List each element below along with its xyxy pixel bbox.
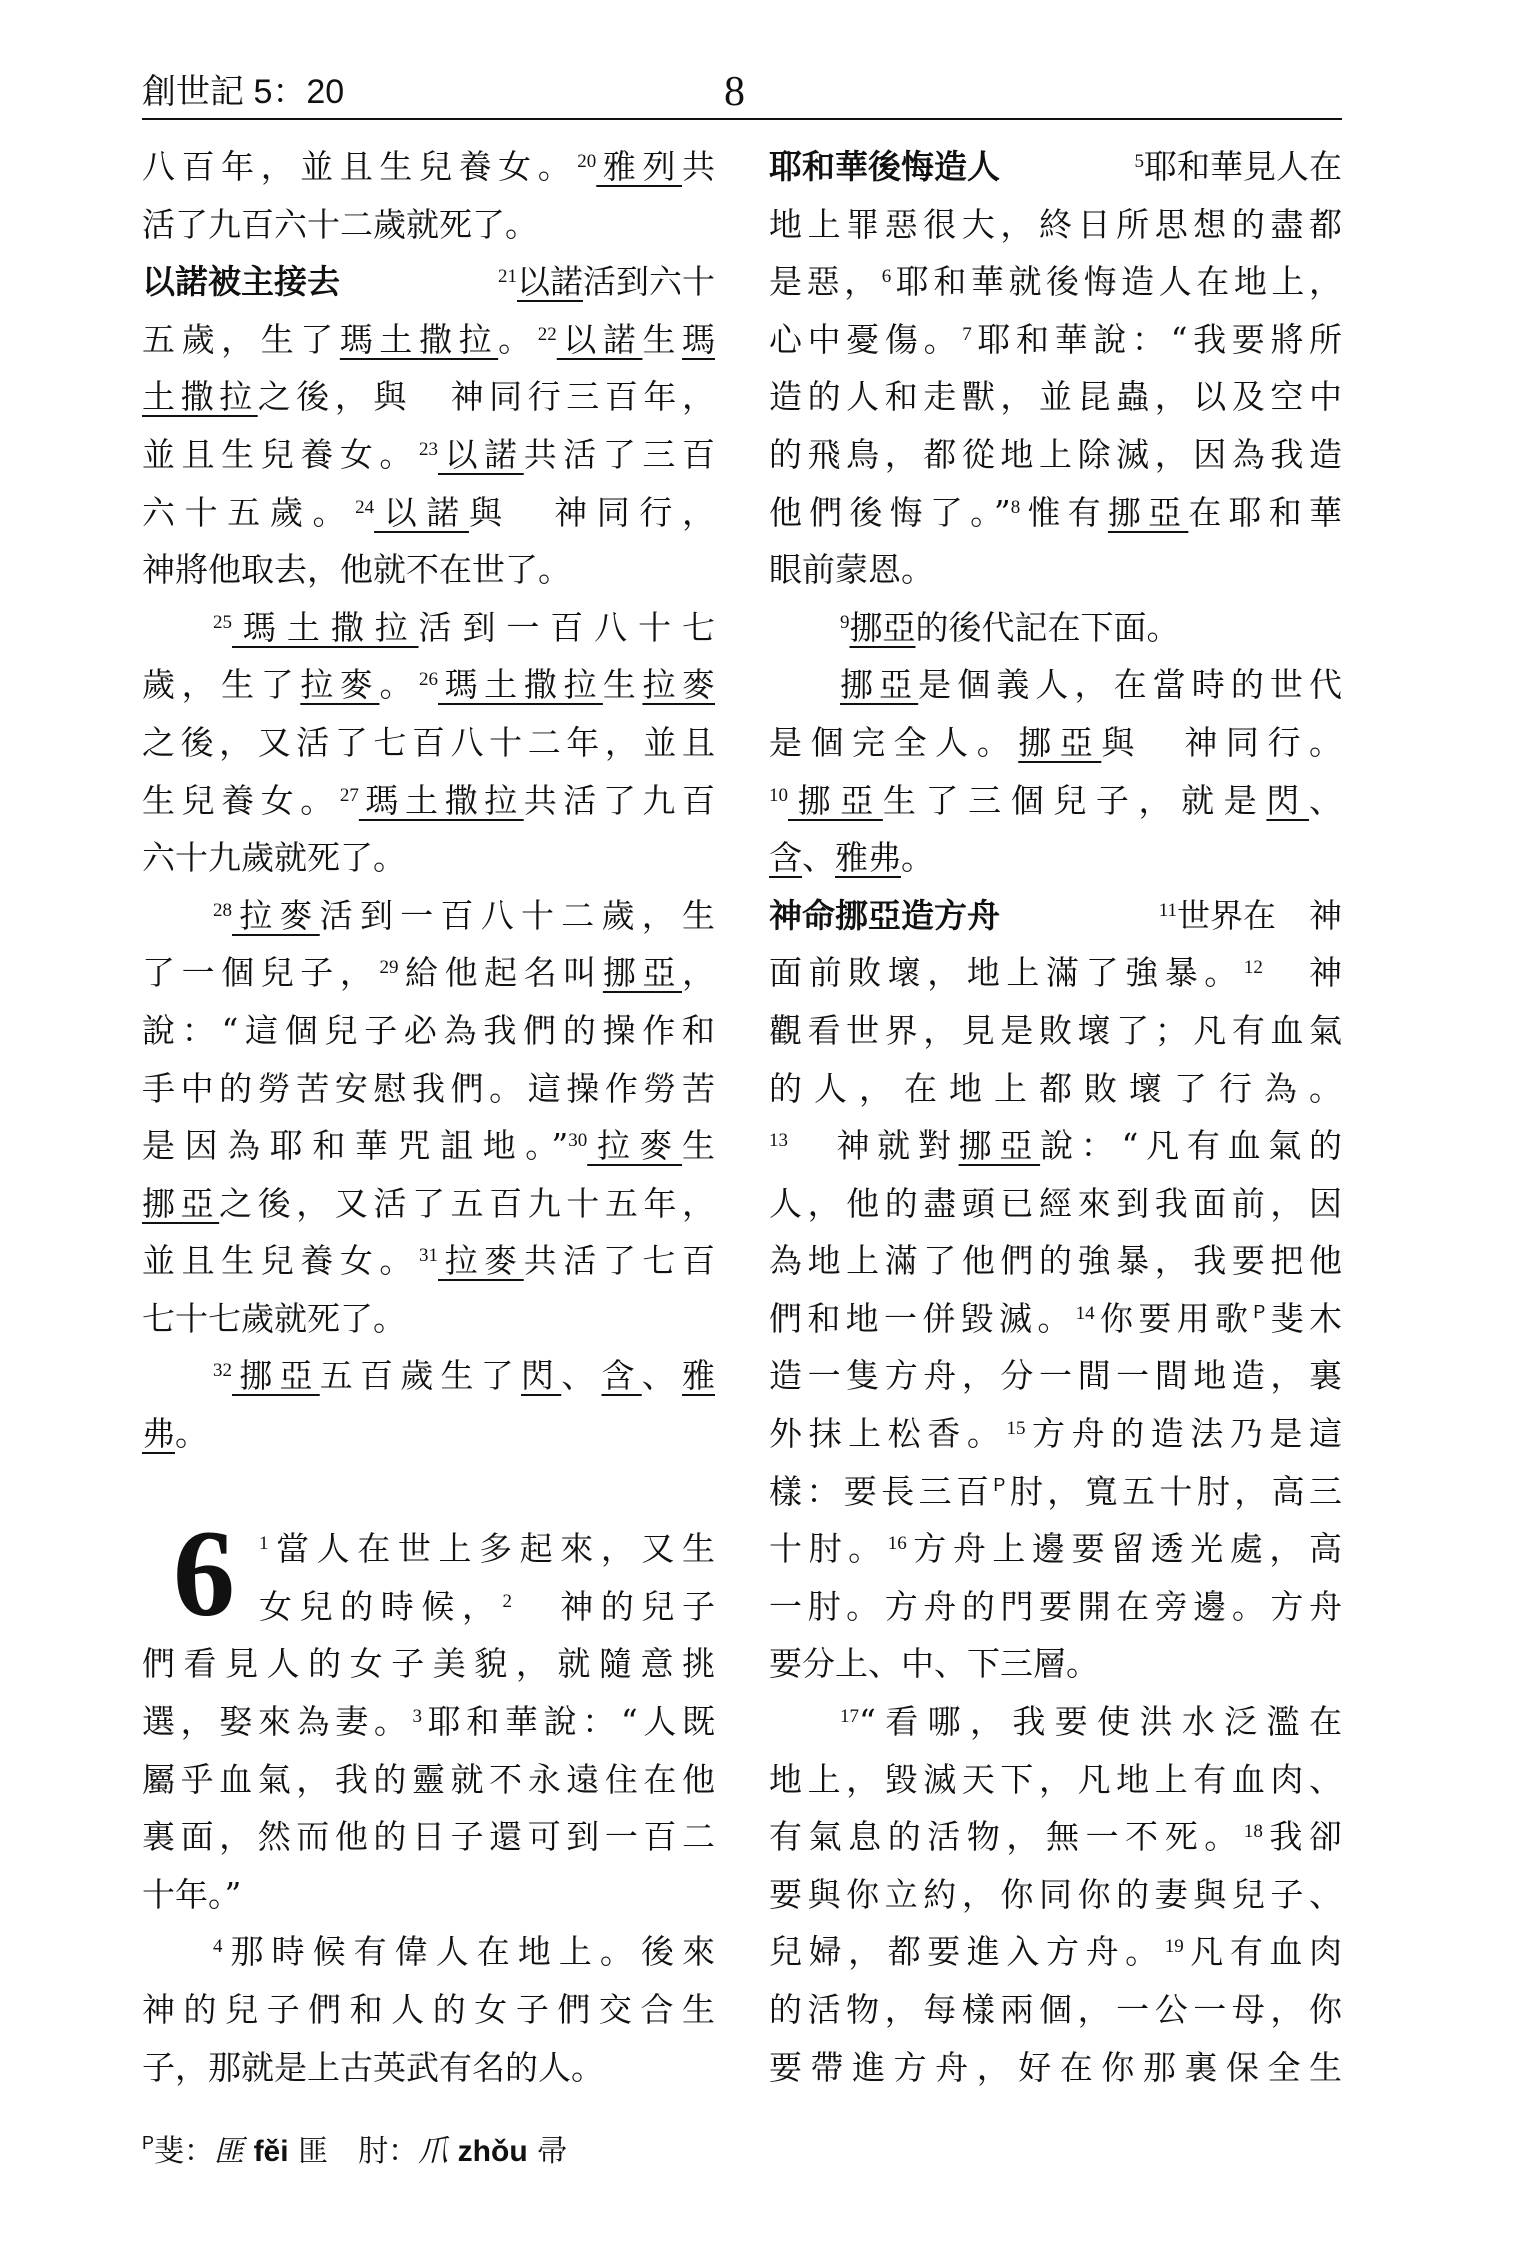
text-run: 活了九百六十二歲就死了。 bbox=[142, 204, 538, 244]
proper-name: 土撒拉 bbox=[142, 377, 258, 417]
proper-name: 拉麥 bbox=[300, 665, 380, 705]
text-run: 、 bbox=[802, 838, 835, 878]
text-run: 活到六十 bbox=[583, 262, 715, 302]
proper-name: 瑪土撒拉 bbox=[438, 665, 603, 705]
text-line bbox=[769, 1405, 1342, 1463]
text-run: 女兒的時候， bbox=[259, 1586, 503, 1626]
text-run: 並且生兒養女。 bbox=[142, 434, 419, 474]
text-run: 你要用歌 bbox=[1094, 1298, 1254, 1338]
text-run: 耶和華說：“我要將所 bbox=[971, 319, 1342, 359]
verse-number: 4 bbox=[213, 1936, 223, 1958]
text-run: 共 bbox=[682, 147, 715, 186]
text-line bbox=[142, 311, 715, 369]
verse-number: 10 bbox=[769, 784, 788, 806]
proper-name: 含 bbox=[769, 838, 802, 878]
proper-name: 雅 bbox=[682, 1356, 715, 1396]
text-run: 歲，生了 bbox=[142, 665, 301, 705]
proper-name: 瑪土撒拉 bbox=[339, 319, 499, 359]
proper-name: 以諾 bbox=[517, 262, 583, 302]
text-run: 樣：要長三百 bbox=[769, 1471, 994, 1511]
text-line bbox=[142, 541, 715, 599]
verse-number: 30 bbox=[568, 1130, 588, 1152]
text-line bbox=[769, 772, 1342, 830]
paragraph bbox=[142, 1505, 715, 1923]
text-run: 有氣息的活物，無一不死。 bbox=[769, 1817, 1244, 1857]
text-run: 的活物，每樣兩個，一公一母，你 bbox=[769, 1990, 1342, 2029]
proper-name: 挪亞 bbox=[142, 1183, 220, 1223]
section-heading: 神命挪亞造方舟 bbox=[769, 895, 1000, 935]
verse-number: 29 bbox=[379, 957, 399, 979]
text-run: 共活了九百 bbox=[523, 780, 715, 820]
text-line bbox=[769, 887, 1342, 945]
text-line bbox=[769, 1808, 1342, 1866]
text-line bbox=[142, 1347, 715, 1405]
text-line bbox=[769, 484, 1342, 542]
text-line bbox=[769, 1117, 1342, 1175]
pronunciation-guide: 爪 bbox=[418, 2134, 449, 2169]
text-run: 斐木 bbox=[1265, 1298, 1342, 1338]
text-run: 帚 bbox=[527, 2134, 568, 2169]
verse-number: 20 bbox=[577, 151, 597, 172]
text-line bbox=[769, 541, 1342, 599]
text-line bbox=[142, 196, 715, 254]
text-run: 那時候有偉人在地上。後來 bbox=[222, 1932, 715, 1972]
paragraph bbox=[142, 138, 715, 253]
heading-line-text bbox=[498, 253, 715, 311]
heading-line-text bbox=[1135, 138, 1343, 196]
text-run: ， bbox=[682, 953, 715, 993]
verse-number: 24 bbox=[355, 496, 375, 518]
text-run: 眼前蒙恩。 bbox=[769, 550, 934, 590]
text-line bbox=[142, 1405, 715, 1463]
paragraph bbox=[769, 1693, 1342, 2096]
verse-number: 19 bbox=[1164, 1936, 1184, 1958]
text-run: 是因為耶和華咒詛地。” bbox=[142, 1126, 569, 1166]
text-line bbox=[769, 1232, 1342, 1290]
text-run: 面前敗壞，地上滿了強暴。 bbox=[769, 953, 1244, 993]
text-run: 五歲，生了 bbox=[142, 319, 340, 359]
text-line bbox=[769, 196, 1342, 254]
proper-name: 挪亞 bbox=[788, 780, 883, 820]
proper-name: 拉麥 bbox=[587, 1126, 683, 1166]
proper-name: 挪亞 bbox=[840, 665, 919, 705]
text-run: 為地上滿了他們的強暴，我要把他 bbox=[769, 1241, 1342, 1281]
text-run: 。 bbox=[901, 838, 934, 878]
text-run: 方舟的造法乃是這 bbox=[1025, 1414, 1342, 1454]
paragraph bbox=[142, 887, 715, 1348]
text-run: 是個義人，在當時的世代 bbox=[918, 665, 1342, 705]
text-run: 耶和華就後悔造人在地上， bbox=[891, 262, 1342, 302]
section bbox=[142, 253, 715, 599]
text-line bbox=[142, 426, 715, 484]
paragraph bbox=[142, 599, 715, 887]
text-line bbox=[142, 1232, 715, 1290]
proper-name: 瑪土撒拉 bbox=[358, 780, 524, 820]
pinyin: fěi bbox=[253, 2135, 289, 2168]
text-run: 外抹上松香。 bbox=[769, 1414, 1007, 1454]
text-run: 並且生兒養女。 bbox=[142, 1241, 419, 1281]
text-run: 要與你立約，你同你的妻與兒子、 bbox=[769, 1874, 1342, 1914]
proper-name: 瑪 bbox=[682, 319, 715, 359]
text-run: 生 bbox=[602, 665, 643, 705]
verse-number: 18 bbox=[1243, 1821, 1263, 1843]
text-line bbox=[142, 484, 715, 542]
text-run: 神 bbox=[1262, 953, 1342, 993]
text-run: 心中憂傷。 bbox=[769, 319, 963, 359]
text-line bbox=[769, 1463, 1342, 1521]
verse-number: 12 bbox=[1243, 957, 1263, 979]
text-line bbox=[769, 1002, 1342, 1060]
proper-name: 挪亞 bbox=[1018, 722, 1102, 762]
text-run: 生了三個兒子，就是 bbox=[882, 780, 1267, 820]
text-run: 。 bbox=[175, 1414, 208, 1454]
text-run: 造一隻方舟，分一間一間地造，裏 bbox=[769, 1356, 1342, 1396]
footnote-marker: P bbox=[142, 2133, 155, 2153]
verse-number: 11 bbox=[1158, 899, 1177, 921]
text-line bbox=[769, 1693, 1342, 1751]
text-line bbox=[769, 1060, 1342, 1118]
proper-name: 以諾 bbox=[438, 434, 524, 474]
proper-name: 閃 bbox=[521, 1356, 562, 1396]
section bbox=[769, 887, 1342, 1693]
text-run: 地上罪惡很大，終日所思想的盡都 bbox=[769, 204, 1342, 244]
verse-number: 6 bbox=[881, 266, 892, 288]
text-run: 之後，又活了五百九十五年， bbox=[219, 1183, 715, 1223]
proper-name: 挪亞 bbox=[602, 953, 683, 993]
text-line bbox=[142, 1635, 715, 1693]
text-run: 他們後悔了。” bbox=[769, 492, 1011, 532]
verse-number: 14 bbox=[1075, 1302, 1095, 1324]
text-run: 是惡， bbox=[769, 262, 882, 302]
proper-name: 含 bbox=[601, 1356, 642, 1396]
verse-number: 27 bbox=[339, 784, 359, 806]
text-line bbox=[142, 772, 715, 830]
text-run: 的飛鳥，都從地上除滅，因為我造 bbox=[769, 434, 1342, 474]
text-line bbox=[769, 1175, 1342, 1233]
text-run: 生 bbox=[682, 1126, 715, 1166]
paragraph bbox=[769, 599, 1342, 657]
text-run: 、 bbox=[561, 1356, 602, 1396]
text-run: 世界在 神 bbox=[1177, 895, 1342, 935]
text-run: 、 bbox=[1309, 780, 1342, 820]
text-line bbox=[142, 1060, 715, 1118]
verse-number: 23 bbox=[419, 438, 438, 460]
verse-number: 28 bbox=[213, 899, 232, 921]
verse-number: 17 bbox=[840, 1706, 859, 1728]
text-run: 。 bbox=[379, 665, 420, 705]
text-run: 們看見人的女子美貌，就隨意挑 bbox=[142, 1644, 715, 1684]
text-run: 說：“這個兒子必為我們的操作和 bbox=[142, 1010, 715, 1050]
running-header-reference: 創世記 5：20 bbox=[142, 73, 345, 111]
verse-number: 26 bbox=[419, 669, 439, 691]
verse-number: 7 bbox=[962, 323, 972, 345]
text-line bbox=[142, 1866, 715, 1924]
paragraph bbox=[769, 656, 1342, 886]
text-run: 生 bbox=[642, 319, 683, 359]
header-rule bbox=[142, 118, 1342, 120]
text-run: 的人，在地上都敗壞了行為。 bbox=[769, 1068, 1342, 1108]
text-line bbox=[769, 1520, 1342, 1578]
text-line bbox=[142, 1117, 715, 1175]
proper-name: 挪亞 bbox=[232, 1356, 320, 1396]
text-run: 五百歲生了 bbox=[319, 1356, 521, 1396]
text-run: 活到一百八十二歲，生 bbox=[319, 895, 715, 935]
text-line bbox=[142, 1290, 715, 1348]
text-run: 地上，毀滅天下，凡地上有血肉、 bbox=[769, 1759, 1342, 1799]
text-line bbox=[142, 368, 715, 426]
proper-name: 瑪土撒拉 bbox=[232, 607, 419, 647]
text-run: 惟有 bbox=[1020, 492, 1108, 532]
verse-number: 1 bbox=[259, 1533, 269, 1555]
proper-name: 拉麥 bbox=[642, 665, 715, 705]
proper-name: 拉麥 bbox=[232, 895, 320, 935]
text-run: 神將他取去，他就不在世了。 bbox=[142, 550, 571, 590]
section-heading: 以諾被主接去 bbox=[142, 262, 340, 302]
verse-number: 13 bbox=[769, 1130, 788, 1152]
left-text-column bbox=[142, 138, 715, 2096]
text-run: 。 bbox=[498, 319, 538, 359]
section-heading: 耶和華後悔造人 bbox=[769, 147, 1000, 186]
text-run: 神就對 bbox=[788, 1126, 959, 1166]
text-line bbox=[142, 1002, 715, 1060]
text-line bbox=[142, 829, 715, 887]
text-run: 神的兒子 bbox=[512, 1586, 715, 1626]
text-run: 屬乎血氣，我的靈就不永遠住在他 bbox=[142, 1759, 715, 1799]
text-run: 們和地一併毀滅。 bbox=[769, 1298, 1076, 1338]
verse-number: 3 bbox=[412, 1706, 422, 1728]
text-line bbox=[142, 2039, 715, 2097]
text-line bbox=[142, 1175, 715, 1233]
proper-name: 挪亞 bbox=[958, 1126, 1041, 1166]
verse-number: 21 bbox=[498, 266, 517, 288]
proper-name: 以諾 bbox=[556, 319, 643, 359]
text-run: 與 神同行。 bbox=[1101, 722, 1342, 762]
text-run: 與 神同行， bbox=[468, 492, 715, 532]
verse-number: 22 bbox=[537, 323, 557, 345]
text-run: 六十五歲。 bbox=[142, 492, 356, 532]
text-run bbox=[448, 2134, 458, 2169]
text-run: “看哪，我要使洪水泛濫在 bbox=[859, 1702, 1342, 1742]
text-run: 八百年，並且生兒養女。 bbox=[142, 147, 578, 186]
text-line bbox=[769, 426, 1342, 484]
page-number: 8 bbox=[724, 69, 745, 115]
text-line bbox=[769, 1347, 1342, 1405]
proper-name: 閃 bbox=[1266, 780, 1310, 820]
text-run bbox=[244, 2134, 254, 2169]
text-line bbox=[142, 1981, 715, 2039]
text-run: 、 bbox=[641, 1356, 682, 1396]
text-line bbox=[142, 944, 715, 1002]
text-line bbox=[769, 1751, 1342, 1809]
text-line bbox=[769, 714, 1342, 772]
text-line bbox=[769, 311, 1342, 369]
right-text-column bbox=[769, 138, 1342, 2096]
footnote-marker: P bbox=[1253, 1301, 1266, 1322]
text-run: 當人在世上多起來，又生 bbox=[268, 1529, 715, 1569]
text-run: 手中的勞苦安慰我們。這操作勞苦 bbox=[142, 1068, 715, 1108]
text-run: 共活了七百 bbox=[523, 1241, 715, 1281]
text-line bbox=[142, 138, 715, 196]
verse-number: 32 bbox=[213, 1360, 232, 1382]
verse-number: 8 bbox=[1010, 496, 1021, 518]
proper-name: 挪亞 bbox=[1107, 492, 1189, 532]
text-run: 耶和華見人在 bbox=[1144, 147, 1342, 186]
text-line bbox=[142, 887, 715, 945]
paragraph bbox=[142, 1347, 715, 1462]
text-line bbox=[142, 714, 715, 772]
verse-number: 5 bbox=[1134, 151, 1144, 172]
text-line bbox=[769, 599, 1342, 657]
text-line bbox=[769, 944, 1342, 1002]
proper-name: 拉麥 bbox=[438, 1241, 524, 1281]
verse-number: 31 bbox=[419, 1245, 438, 1267]
text-line bbox=[142, 1923, 715, 1981]
text-run: 是個完全人。 bbox=[769, 722, 1019, 762]
verse-number: 15 bbox=[1006, 1418, 1026, 1440]
text-run: 之後，與 神同行三百年， bbox=[257, 377, 715, 417]
section bbox=[769, 138, 1342, 599]
text-line bbox=[769, 1635, 1342, 1693]
text-run: 十肘。 bbox=[769, 1529, 888, 1569]
text-run: 裏面，然而他的日子還可到一百二 bbox=[142, 1817, 715, 1857]
text-line bbox=[142, 599, 715, 657]
verse-number: 16 bbox=[887, 1533, 907, 1555]
text-run: 選，娶來為妻。 bbox=[142, 1702, 413, 1742]
text-run: 方舟上邊要留透光處，高 bbox=[906, 1529, 1342, 1569]
text-line bbox=[769, 1981, 1342, 2039]
text-run: 了一個兒子， bbox=[142, 953, 380, 993]
text-run: 肘，寬五十肘，高三 bbox=[1005, 1471, 1342, 1511]
pronunciation-guide: 匪 bbox=[214, 2134, 245, 2169]
verse-number: 25 bbox=[213, 611, 232, 633]
heading-line-text bbox=[1159, 887, 1342, 945]
verse-number: 2 bbox=[502, 1590, 513, 1612]
text-run: 一肘。方舟的門要開在旁邊。方舟 bbox=[769, 1586, 1342, 1626]
text-run: 共活了三百 bbox=[523, 434, 715, 474]
text-line bbox=[142, 1751, 715, 1809]
chapter-number: 6 bbox=[173, 1505, 235, 1643]
text-line bbox=[769, 1290, 1342, 1348]
text-line bbox=[142, 253, 715, 311]
text-run: 觀看世界，見是敗壞了；凡有血氣 bbox=[769, 1010, 1342, 1050]
proper-name: 挪亞 bbox=[849, 607, 916, 647]
text-run: 神的兒子們和人的女子們交合生 bbox=[142, 1990, 715, 2029]
text-run: 六十九歲就死了。 bbox=[142, 838, 406, 878]
text-run: 活到一百八十七 bbox=[418, 607, 715, 647]
text-line bbox=[769, 138, 1342, 196]
text-run: 說：“凡有血氣的 bbox=[1040, 1126, 1342, 1166]
text-run: 子，那就是上古英武有名的人。 bbox=[142, 2047, 604, 2087]
text-line bbox=[769, 1923, 1342, 1981]
text-line bbox=[769, 253, 1342, 311]
text-run: 凡有血肉 bbox=[1183, 1932, 1342, 1972]
text-run: 耶和華說：“人既 bbox=[422, 1702, 715, 1742]
text-run: 我卻 bbox=[1262, 1817, 1342, 1857]
text-run: 十年。” bbox=[142, 1874, 242, 1914]
text-run: 匪 肘： bbox=[288, 2134, 419, 2169]
text-line bbox=[769, 1578, 1342, 1636]
text-run: 要帶進方舟，好在你那裏保全生 bbox=[769, 2047, 1342, 2087]
proper-name: 雅弗 bbox=[835, 838, 901, 878]
text-run: 人，他的盡頭已經來到我面前，因 bbox=[769, 1183, 1342, 1223]
text-run: 斐： bbox=[154, 2134, 215, 2169]
proper-name: 雅列 bbox=[596, 147, 683, 186]
text-line bbox=[142, 1808, 715, 1866]
text-run: 七十七歲就死了。 bbox=[142, 1298, 406, 1338]
text-run: 生兒養女。 bbox=[142, 780, 340, 820]
text-line bbox=[142, 1693, 715, 1751]
footnote-marker: P bbox=[993, 1474, 1006, 1495]
text-run: 在耶和華 bbox=[1188, 492, 1342, 532]
text-line bbox=[769, 1866, 1342, 1924]
verse-number: 9 bbox=[840, 611, 850, 633]
paragraph bbox=[142, 1923, 715, 2096]
footnote bbox=[142, 2130, 567, 2174]
text-run: 兒婦，都要進入方舟。 bbox=[769, 1932, 1165, 1972]
text-line bbox=[769, 656, 1342, 714]
pinyin: zhǒu bbox=[457, 2135, 528, 2168]
text-run: 造的人和走獸，並昆蟲，以及空中 bbox=[769, 377, 1342, 417]
text-run: 的後代記在下面。 bbox=[915, 607, 1180, 647]
text-run: 要分上、中、下三層。 bbox=[769, 1644, 1099, 1684]
proper-name: 弗 bbox=[142, 1414, 175, 1454]
text-line bbox=[769, 368, 1342, 426]
text-line bbox=[142, 656, 715, 714]
text-run: 給他起名叫 bbox=[398, 953, 603, 993]
text-line bbox=[769, 2039, 1342, 2097]
text-line bbox=[769, 829, 1342, 887]
text-run: 之後，又活了七百八十二年，並且 bbox=[142, 722, 715, 762]
proper-name: 以諾 bbox=[374, 492, 469, 532]
